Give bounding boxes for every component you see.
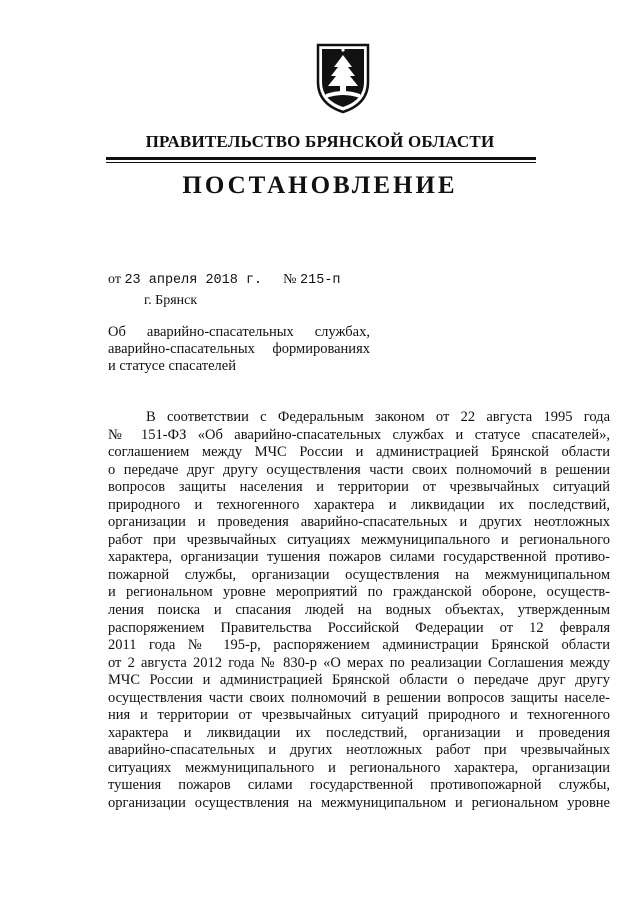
document-date-number — [108, 272, 341, 288]
body-line: ния и территории от чрезвычайных ситуаций природного и техногенного — [108, 707, 610, 724]
header-rule-thin — [106, 162, 536, 163]
body-line: 2011 года № 195-р, распоряжением администрации Брянской области — [108, 637, 610, 654]
document-date: 23 апреля 2018 г. — [124, 273, 263, 288]
body-line: о передаче друг другу осуществления части своих полномочий в решении — [108, 461, 610, 478]
body-line: от 2 августа 2012 года № 830-р «О мерах по реализации Соглашения между — [108, 654, 610, 671]
body-line: тушения пожаров силами государственной противопожарной службы, — [108, 777, 610, 794]
number-prefix: № — [283, 272, 301, 287]
body-line: № 151-ФЗ «Об аварийно-спасательных службах и статусе спасателей», — [108, 426, 610, 443]
body-line: ситуациях межмуниципального и регионального характера, организации — [108, 759, 610, 776]
document-number: 215-п — [300, 273, 341, 288]
body-line: В соответствии с Федеральным законом от 22 августа 1995 года — [146, 409, 610, 425]
document-body — [108, 409, 610, 813]
body-line: осуществления части своих полномочий в решении вопросов защиты населе- — [108, 689, 610, 706]
body-line: вопросов защиты населения и территории от чрезвычайных ситуаций — [108, 479, 610, 496]
coat-of-arms-icon — [314, 42, 372, 114]
government-title: ПРАВИТЕЛЬСТВО БРЯНСКОЙ ОБЛАСТИ — [145, 132, 495, 151]
body-line: и региональном уровне мероприятий по гражданской обороне, осуществ- — [108, 584, 610, 601]
document-city: г. Брянск — [144, 293, 198, 308]
header-rule-thick — [106, 157, 536, 160]
body-line: распоряжением Правительства Российской Федерации от 12 февраля — [108, 619, 610, 636]
body-line: организации и проведения аварийно-спасательных и других неотложных — [108, 514, 610, 531]
date-prefix: от — [108, 272, 125, 287]
body-line: характера, организации тушения пожаров силами государственной противо- — [108, 549, 610, 566]
body-line: работ при чрезвычайных ситуациях межмуниципального и регионального — [108, 531, 610, 548]
body-line: пожарной службы, организации осуществления на межмуниципальном — [108, 566, 610, 583]
body-line: природного и техногенного характера и ликвидации их последствий, — [108, 496, 610, 513]
body-line: организации осуществления на межмуниципальном и региональном уровне — [108, 795, 610, 812]
body-line: аварийно-спасательных и других неотложных работ при чрезвычайных — [108, 742, 610, 759]
subject-line: Об аварийно-спасательных службах, — [108, 324, 370, 340]
body-line: МЧС России и администрацией Брянской области о передаче друг другу — [108, 672, 610, 689]
document-type-title: ПОСТАНОВЛЕНИЕ — [182, 172, 458, 199]
body-line: характера и ликвидации их последствий, организации и проведения — [108, 724, 610, 741]
body-line: ления поиска и спасания людей на водных объектах, утвержденным — [108, 602, 610, 619]
document-subject — [108, 324, 370, 375]
subject-line: аварийно-спасательных формированиях — [108, 341, 370, 357]
body-line: соглашением между МЧС России и администрацией Брянской области — [108, 444, 610, 461]
subject-line: и статусе спасателей — [108, 358, 236, 374]
